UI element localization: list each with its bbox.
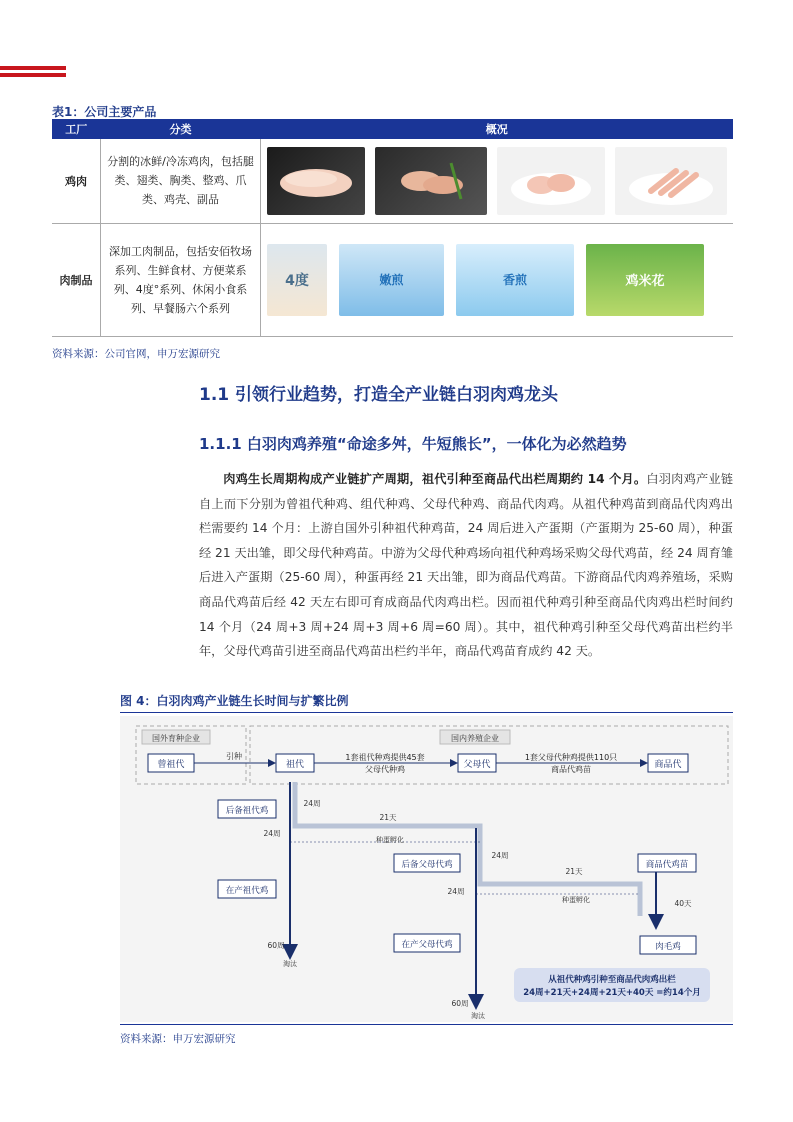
- chicken-feet-photo: [615, 147, 727, 215]
- figure-bottom-rule: [120, 1024, 733, 1025]
- chicken-wings-photo: [375, 147, 487, 215]
- factory-cell: 鸡肉: [52, 139, 100, 223]
- lead-sentence: 肉鸡生长周期构成产业链扩产周期，祖代引种至商品代出栏周期约 14 个月。: [223, 472, 647, 486]
- svg-text:从祖代种鸡引种至商品代肉鸡出栏: 从祖代种鸡引种至商品代肉鸡出栏: [548, 975, 676, 985]
- figure-title: 图 4：白羽肉鸡产业链生长时间与扩繁比例: [120, 694, 349, 708]
- ratio-2-line1: 1套父母代种鸡提供110只: [524, 753, 618, 762]
- body-text: 白羽肉鸡产业链自上而下分别为曾祖代种鸡、组代种鸡、父母代种鸡、商品代肉鸡。从祖代种鸡苗到商品代肉鸡出栏需要约 14 个月：上游自国外引种祖代种鸡苗，24 周后进入产蛋期（产蛋期为 25-60 周），种蛋经 21 天出雏，即父母代种鸡苗。中游为父母代种鸡场向祖代种鸡场采购父母代鸡苗，经 24 周育雏后进入产蛋期（25-60 周），种蛋再经 21 天出雏，即为商品代鸡苗。下游商品代肉鸡养殖场，采购商品代鸡苗后经 42 天左右即可育成商品代肉鸡出栏。因而祖代种鸡引种至商品代肉鸡出栏时间约 14 个月（24 周+3 周+24 周+3 周+6 周=60 周）。其中，祖代种鸡引种至父母代鸡苗出栏约半年，父母代鸡苗引进至商品代鸡苗出栏约半年，商品代鸡苗育成约 42 天。: [199, 472, 734, 659]
- body-paragraph: [199, 467, 733, 664]
- pp-21d: 21天: [565, 867, 583, 876]
- category-cell: 深加工肉制品，包括安佰牧场系列、生鲜食材、方便菜系列、4度°系列、休闲小食系列、早餐肠六个系列: [100, 223, 260, 336]
- svg-text:商品代: 商品代: [654, 760, 682, 770]
- overview-images: [261, 223, 734, 336]
- package-4du: 4度: [267, 244, 327, 316]
- category-cell: 分割的冰鲜/冷冻鸡肉，包括腿类、翅类、胸类、整鸡、爪类、鸡壳、副品: [100, 139, 260, 223]
- hatch-label-2: 种蛋孵化: [562, 896, 590, 904]
- col-header-category: 分类: [100, 119, 260, 139]
- svg-text:肉毛鸡: 肉毛鸡: [655, 942, 681, 952]
- col-header-factory: 工厂: [52, 119, 100, 139]
- ratio-1-line1: 1套祖代种鸡提供45套: [345, 753, 425, 762]
- svg-text:后备父母代鸡: 后备父母代鸡: [401, 860, 453, 870]
- ratio-2-line2: 商品代鸡苗: [551, 765, 591, 774]
- svg-text:24周+21天+24周+21天+40天 =约14个月: 24周+21天+24周+21天+40天 =约14个月: [523, 988, 701, 998]
- subsection-heading: 1.1.1 白羽肉鸡养殖“命途多舛，牛短熊长”，一体化为必然趋势: [199, 435, 627, 453]
- section-heading: 1.1 引领行业趋势，打造全产业链白羽肉鸡龙头: [199, 385, 559, 405]
- svg-text:在产父母代鸡: 在产父母代鸡: [401, 940, 453, 950]
- hatch-label-1: 种蛋孵化: [376, 836, 404, 844]
- svg-text:后备祖代鸡: 后备祖代鸡: [225, 806, 269, 816]
- domestic-label: 国内养殖企业: [451, 734, 499, 743]
- table-title: 表1：公司主要产品: [52, 105, 157, 119]
- svg-text:曾祖代: 曾祖代: [157, 760, 185, 770]
- svg-text:祖代: 祖代: [285, 760, 305, 770]
- gp-cull: 淘汰: [283, 960, 297, 968]
- factory-cell: 肉制品: [52, 223, 100, 336]
- svg-text:商品代鸡苗: 商品代鸡苗: [645, 860, 689, 870]
- pp-60w: 60周: [451, 999, 469, 1008]
- chicken-breast-photo: [267, 147, 365, 215]
- pp-24w-b: 24周: [447, 887, 465, 896]
- ratio-1-line2: 父母代种鸡: [365, 765, 405, 774]
- table-row: [52, 223, 733, 336]
- header-bar-bottom: [0, 73, 66, 77]
- header-bar-top: [0, 66, 66, 70]
- package-nenjian: 嫩煎: [339, 244, 444, 316]
- svg-text:在产祖代鸡: 在产祖代鸡: [225, 886, 269, 896]
- chain-diagram: [120, 716, 733, 1022]
- table-row: [52, 139, 733, 223]
- gp-60w: 60周: [267, 941, 285, 950]
- svg-text:父母代: 父母代: [463, 760, 491, 770]
- package-xiangjian: 香煎: [456, 244, 574, 316]
- products-table: [52, 119, 733, 337]
- figure-source: 资料来源：申万宏源研究: [120, 1033, 236, 1045]
- table-source: 资料来源：公司官网，申万宏源研究: [52, 348, 220, 360]
- pp-cull: 淘汰: [471, 1012, 485, 1020]
- package-popcorn-chicken: 鸡米花: [586, 244, 704, 316]
- import-label: 引种: [226, 752, 242, 761]
- figure-top-rule: [120, 712, 733, 713]
- foreign-label: 国外育种企业: [152, 734, 200, 743]
- gp-21d: 21天: [379, 813, 397, 822]
- gp-24w-b: 24周: [263, 829, 281, 838]
- pp-24w-a: 24周: [491, 851, 509, 860]
- chick-40d: 40天: [674, 899, 692, 908]
- overview-images: [261, 139, 734, 223]
- gp-24w-a: 24周: [303, 799, 321, 808]
- drumsticks-photo: [497, 147, 605, 215]
- col-header-overview: 概况: [261, 119, 734, 139]
